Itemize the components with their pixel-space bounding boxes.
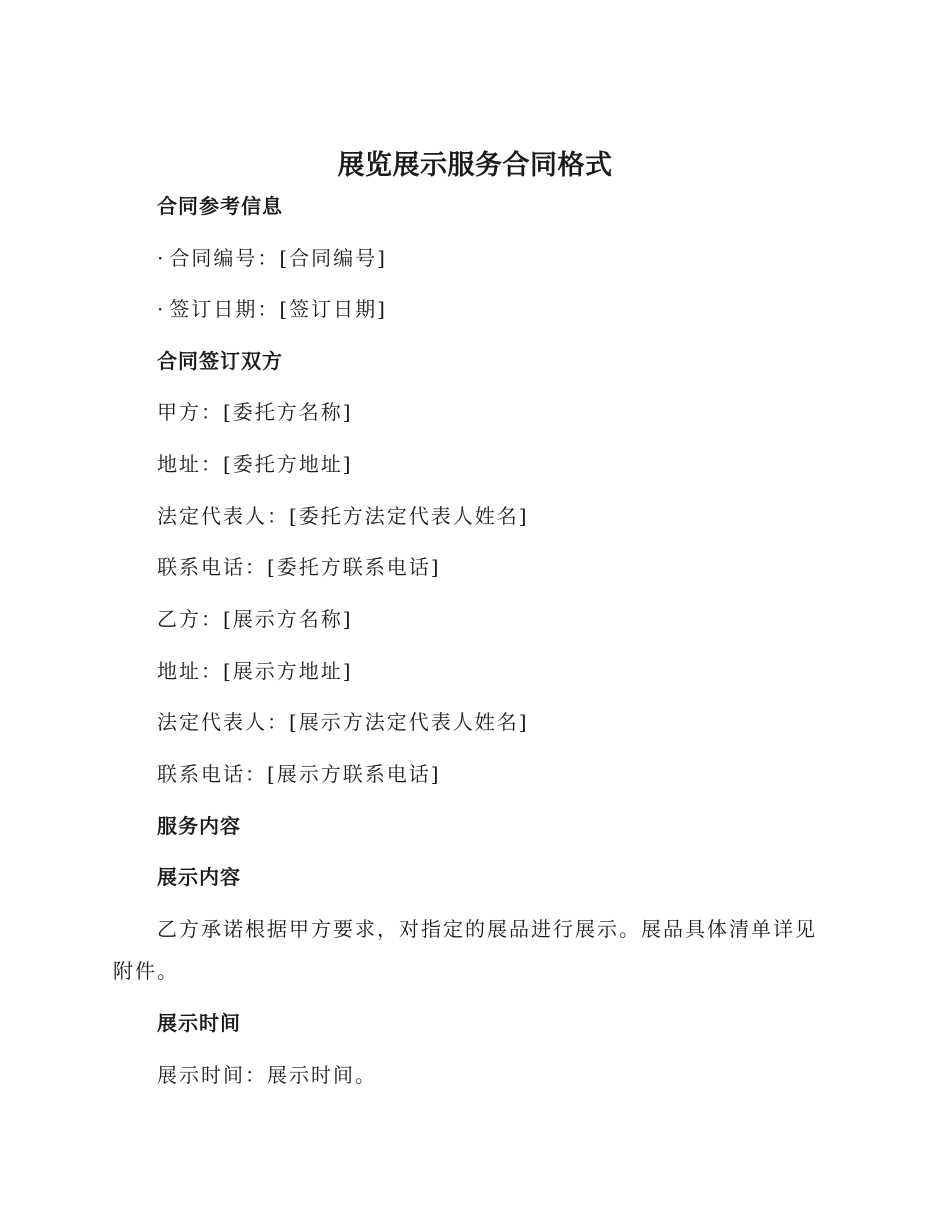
reference-heading: 合同参考信息 xyxy=(157,194,283,218)
display-content-heading: 展示内容 xyxy=(157,865,241,889)
document-title: 展览展示服务合同格式 xyxy=(337,150,613,181)
contract-number: · 合同编号：[合同编号] xyxy=(157,243,387,273)
parties-heading: 合同签订双方 xyxy=(157,349,283,373)
service-heading: 服务内容 xyxy=(157,814,241,838)
sign-date: · 签订日期：[签订日期] xyxy=(157,294,387,324)
party-b-address: 地址：[展示方地址] xyxy=(157,659,353,683)
party-b-name: 乙方：[展示方名称] xyxy=(157,607,353,631)
display-time-heading: 展示时间 xyxy=(157,1011,241,1035)
party-a-name: 甲方：[委托方名称] xyxy=(157,400,353,424)
party-b-phone: 联系电话：[展示方联系电话] xyxy=(157,762,441,786)
party-b-representative: 法定代表人：[展示方法定代表人姓名] xyxy=(157,710,529,734)
display-time-text: 展示时间：展示时间。 xyxy=(157,1063,377,1087)
display-content-paragraph: 乙方承诺根据甲方要求，对指定的展品进行展示。展品具体清单详见附件。 xyxy=(113,917,817,983)
party-a-representative: 法定代表人：[委托方法定代表人姓名] xyxy=(157,504,529,528)
party-a-phone: 联系电话：[委托方联系电话] xyxy=(157,555,441,579)
party-a-address: 地址：[委托方地址] xyxy=(157,452,353,476)
